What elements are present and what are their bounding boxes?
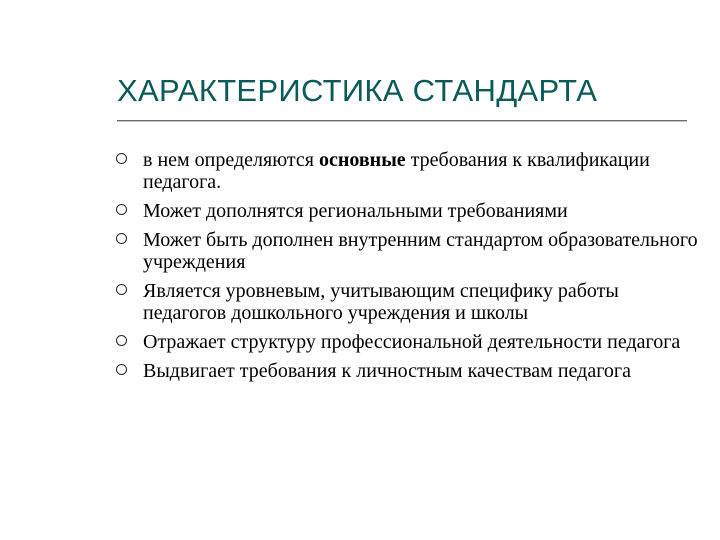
bullet-text: Выдвигает требования к личностным качествам педагога [143,360,631,382]
bullet-text: в нем определяются основные требования к квалификации педагога. [143,149,650,193]
bullet-text: Является уровневым, учитывающим специфику работы педагогов дошкольного учреждения и школы [143,280,619,324]
bullet-text: Может быть дополнен внутренним стандартом образовательного учреждения [143,229,698,273]
title-divider [117,120,687,121]
circle-bullet-icon [116,204,127,215]
bullet-list [112,149,702,389]
circle-bullet-icon [116,233,127,244]
list-item [112,331,702,353]
circle-bullet-icon [116,153,127,164]
circle-bullet-icon [116,335,127,346]
bullet-text: Может дополнятся региональными требованиями [143,200,568,222]
slide-title: ХАРАКТЕРИСТИКА СТАНДАРТА [117,73,598,108]
circle-bullet-icon [116,284,127,295]
circle-bullet-icon [116,364,127,375]
list-item [112,280,702,324]
list-item [112,200,702,222]
list-item [112,229,702,273]
list-item [112,149,702,193]
bullet-text: Отражает структуру профессиональной деятельности педагога [143,331,681,353]
bold-emphasis: основные [318,149,406,171]
list-item [112,360,702,382]
